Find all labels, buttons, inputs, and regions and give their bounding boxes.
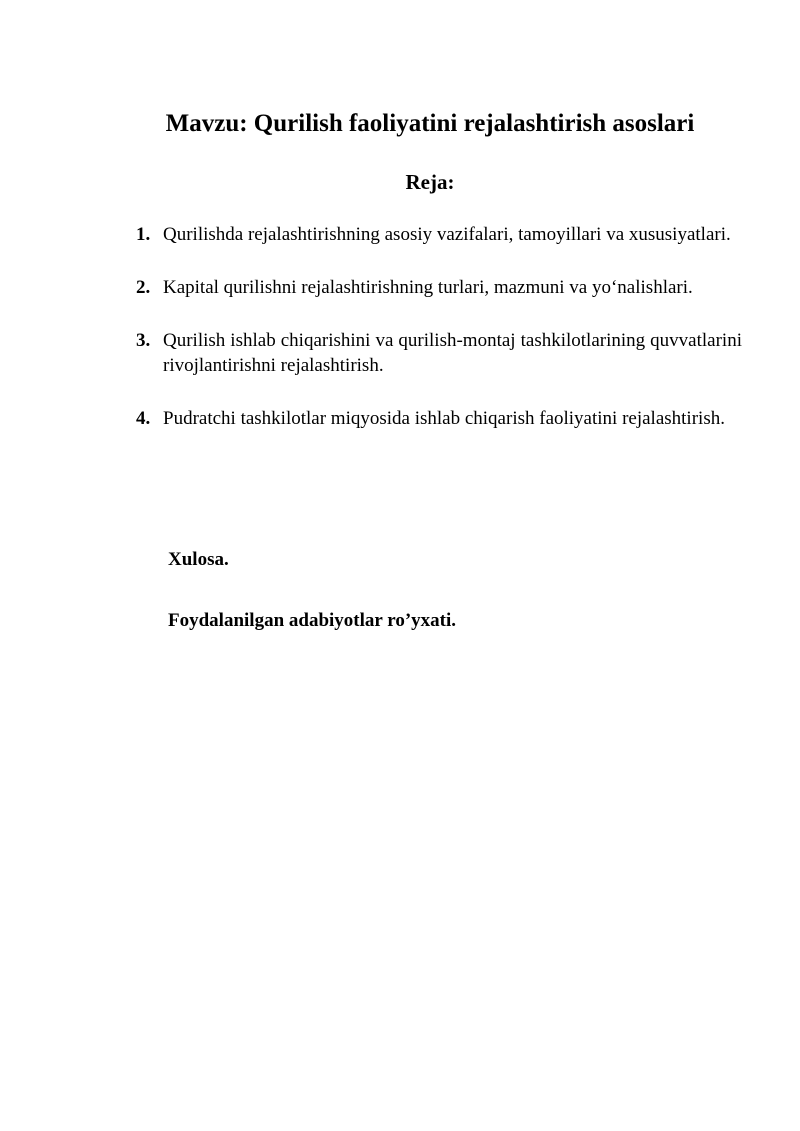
plan-item-text: Qurilish ishlab chiqarishini va qurilish-montaj tashkilotlarining quvvatlarini rivojlantirishni rejalashtirish.: [163, 330, 742, 376]
plan-item-text: Pudratchi tashkilotlar miqyosida ishlab chiqarish faoliyatini rejalashtirish.: [163, 408, 725, 429]
conclusion-heading: Xulosa.: [168, 549, 229, 570]
plan-item-text: Kapital qurilishni rejalashtirishning turlari, mazmuni va yo‘nalishlari.: [163, 277, 693, 298]
plan-item-number: 1.: [136, 224, 151, 245]
plan-list: [136, 222, 742, 459]
plan-item-3: [136, 328, 742, 378]
plan-heading: Reja:: [405, 170, 455, 194]
plan-item-2: [136, 275, 742, 300]
plan-item-number: 4.: [136, 408, 151, 429]
references-heading: Foydalanilgan adabiyotlar ro’yxati.: [168, 610, 457, 631]
document-title: Mavzu: Qurilish faoliyatini rejalashtirish asoslari: [165, 110, 695, 137]
plan-item-number: 2.: [136, 277, 151, 298]
plan-item-4: [136, 406, 742, 431]
plan-item-1: [136, 222, 742, 247]
plan-item-text: Qurilishda rejalashtirishning asosiy vazifalari, tamoyillari va xususiyatlari.: [163, 224, 731, 245]
plan-item-number: 3.: [136, 330, 151, 351]
